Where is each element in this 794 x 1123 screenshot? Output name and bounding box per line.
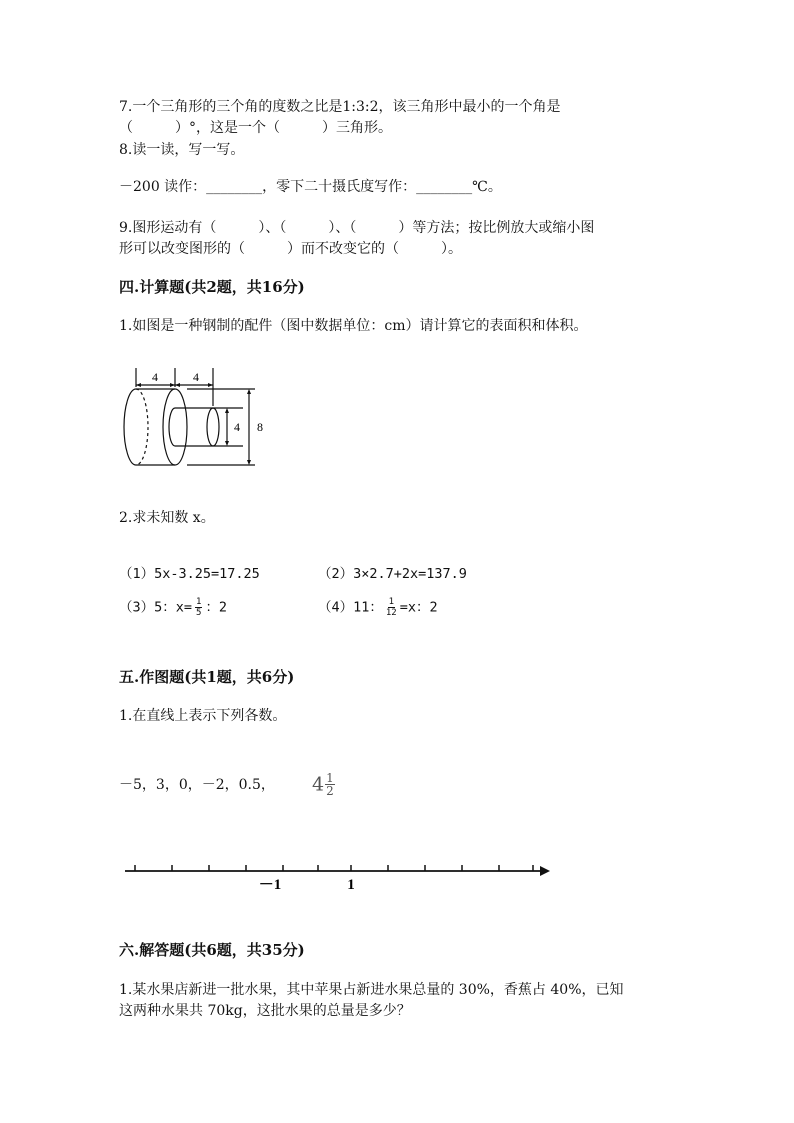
equation-3: （3）5：x= $\frac{1}{5}$ ：2 xyxy=(119,597,228,618)
equation-4: （4）11： $\frac{1}{12}$ =x：2 xyxy=(318,597,438,618)
section6-q1-line2: 这两种水果共 70kg，这批水果的总量是多少？ xyxy=(119,1003,411,1019)
figure-label-height-large: 8 xyxy=(257,420,263,434)
section5-q1: 1.在直线上表示下列各数。 xyxy=(119,708,287,724)
fraction-one-fifth: $\frac{1}{5}$ xyxy=(196,597,202,618)
q9-line2: 形可以改变图形的（ ）而不改变它的（ ）。 xyxy=(119,241,462,257)
q8-content: －200 读作：________，零下二十摄氏度写作：________℃。 xyxy=(119,179,502,195)
figure-label-width-2: 4 xyxy=(193,370,199,384)
equation-2: （2）3×2.7+2x=137.9 xyxy=(318,566,467,582)
figure-label-height-small: 4 xyxy=(234,420,240,434)
section6-q1-line1: 1.某水果店新进一批水果，其中苹果占新进水果总量的 30%，香蕉占 40%，已知 xyxy=(119,982,624,998)
q9-line1: 9.图形运动有（ ）、（ ）、（ ）等方法；按比例放大或缩小图 xyxy=(119,220,595,236)
axis-label-pos1: 1 xyxy=(347,877,355,893)
q7-line1: 7.一个三角形的三个角的度数之比是1:3:2，该三角形中最小的一个角是 xyxy=(119,99,561,115)
q8-title: 8.读一读，写一写。 xyxy=(119,142,245,158)
section4-q2: 2.求未知数 x。 xyxy=(119,510,215,526)
axis-label-neg1: －1 xyxy=(258,877,282,893)
section5-heading: 五.作图题(共1题，共6分) xyxy=(119,668,295,686)
steel-part-figure xyxy=(115,365,275,470)
section4-q1: 1.如图是一种钢制的配件（图中数据单位：cm）请计算它的表面积和体积。 xyxy=(119,318,588,334)
number-line xyxy=(120,855,560,900)
number-list: －5，3，0，－2，0.5， xyxy=(119,777,275,793)
section4-heading: 四.计算题(共2题，共16分) xyxy=(119,278,305,296)
fraction-one-twelfth: $\frac{1}{12}$ xyxy=(385,597,397,618)
mixed-number-four-and-half: 4 $\frac{1}{2}$ xyxy=(312,771,334,798)
section6-heading: 六.解答题(共6题，共35分) xyxy=(119,941,305,959)
q7-line2: （ ）°，这是一个（ ）三角形。 xyxy=(119,120,392,136)
equation-1: （1）5x-3.25=17.25 xyxy=(119,566,260,582)
figure-label-width-1: 4 xyxy=(152,370,158,384)
